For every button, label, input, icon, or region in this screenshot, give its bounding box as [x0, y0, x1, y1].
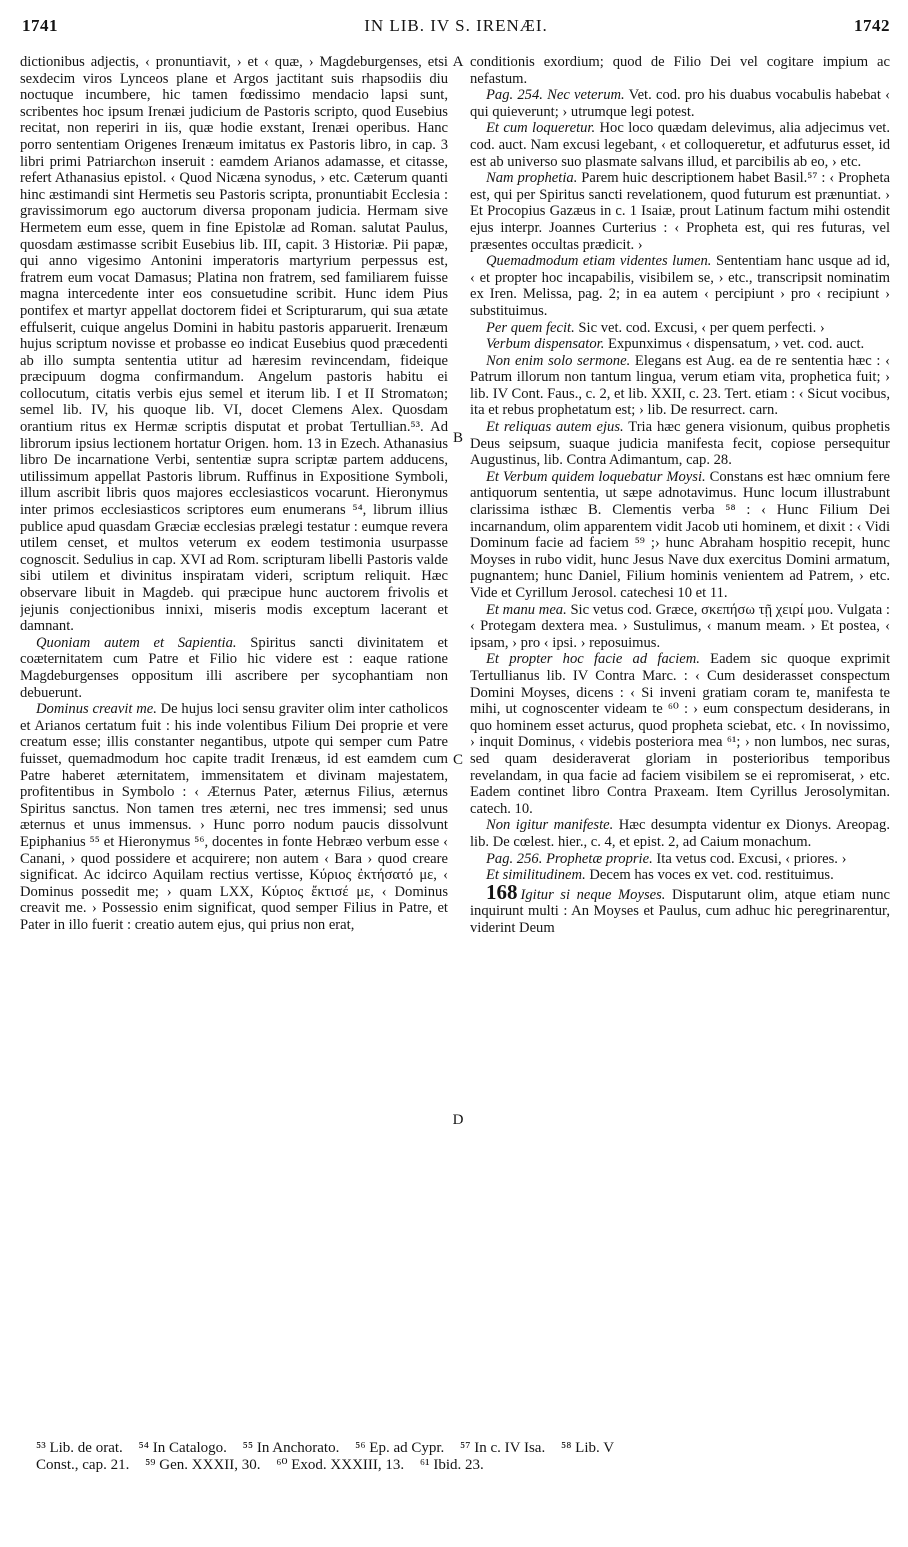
paragraph — [470, 336, 890, 353]
right-column — [470, 54, 890, 1434]
margin-letter-c: C — [452, 752, 463, 768]
paragraph — [470, 817, 890, 850]
lemma: Igitur si neque Moyses. — [520, 886, 666, 903]
lemma: Et reliquas autem ejus. — [486, 419, 624, 436]
footnote: ⁶⁰ Exod. XXXIII, 13. — [276, 1457, 405, 1473]
footnote: ⁵⁶ Ep. ad Cypr. — [355, 1440, 445, 1456]
paragraph-text: conditionis exordium; quod de Filio Dei vel cogitare impium ac nefastum. — [470, 54, 890, 87]
footnote: ⁶¹ Ibid. 23. — [419, 1457, 484, 1473]
paragraph — [470, 469, 890, 602]
paragraph-text: Eadem sic quoque exprimit Tertullianus lib. IV Contra Marc. : ‹ Cum desiderasset conspectum Domini Moyses, dicens : ‹ Si inveni gratiam coram te, manifesta te mihi, ut cognoscenter videam te ⁶⁰ : › eum conspectum desiderans, in quo hominem esset acturus, quod propheta sciebat, etc. ‹ In novissimo, › inquit Dominus, ‹ videbis posteriora mea ⁶¹; › non lumbos, nec suras, sed quam desideraverat gloriam in posterioribus temporibus revelandam, in qua facie ad faciem visibilem se ei repromiserat, › etc. Eadem continet libro Contra Praxeam. Item Cyrillus Jerosolymitan. catech. 10. — [470, 651, 890, 817]
paragraph-text: Ita vetus cod. Excusi, ‹ priores. › — [652, 850, 847, 867]
paragraph — [470, 879, 890, 937]
paragraph-text: De hujus loci sensu graviter olim inter catholicos et Arianos certatum fuit : his inde volentibus Filium Dei proprie et vere creatum esse; illis constanter negantibus, utpote qui semper cum Patre fuisset, quemadmodum hoc capite tradit Irenæus, id est eamdem cum Patre haberet æternitatem, immensitatem et divinam majestatem, profitentibus in Symbolo : ‹ Æternus Pater, æternus Filius, æternus Spiritus sanctus. Non tamen tres æterni, nec tres immensi; sed unus æternus et unus immensus. › Hunc porro nodum paucis dissolvunt Epiphanius ⁵⁵ et Hieronymus ⁵⁶, docentes in fonte Hebræo verbum esse ‹ Canani, › quod possidere et acquirere; non autem ‹ Bara › quod creare significat. Ac idcirco Aquilam rectius vertisse, Κύριος ἐκτήσατό με, ‹ Dominus possedit me; › quam LXX, Κύριος ἔκτισέ με, ‹ Dominus creavit me. › Possessio enim significat, quod semper Filius in Patre, et Pater in illo fuerit : creatio autem ejus, qui prius non erat, — [20, 701, 448, 933]
lemma: Verbum dispensator. — [486, 336, 605, 353]
paragraph-text: Spiritus sancti divinitatem et coæternitatem cum Patre et Filio hic videre est : eaque ratione Magdeburgenses oppositum illi ascribere per sycophantiam non debuerunt. — [20, 634, 448, 701]
paragraph — [20, 701, 448, 933]
footnote: ⁵⁷ In c. IV Isa. — [460, 1440, 546, 1456]
right-page-number: 1742 — [854, 16, 890, 35]
paragraph-text: Sic vetus cod. Græce, σκεπήσω τῇ χειρί μου. Vulgata : ‹ Protegam dextera mea. › Sustulimus, ‹ manum meam. › Et postea, ‹ ipsam, › pro ‹ ipsi. › reposuimus. — [470, 601, 890, 651]
paragraph-text: Expunximus ‹ dispensatum, › vet. cod. auct. — [604, 336, 865, 353]
lemma: Et similitudinem. — [486, 867, 586, 884]
paragraph — [470, 419, 890, 469]
lemma: Quoniam autem et Sapientia. — [36, 634, 237, 651]
paragraph — [470, 651, 890, 817]
lemma: Per quem fecit. — [486, 319, 575, 336]
paragraph — [470, 602, 890, 652]
lemma: Et cum loqueretur. — [486, 120, 596, 137]
paragraph — [470, 54, 890, 87]
paragraph-text: Sic vet. cod. Excusi, ‹ per quem perfecti. › — [574, 319, 825, 336]
footnote: ⁵⁵ In Anchorato. — [242, 1440, 340, 1456]
paragraph — [20, 54, 448, 635]
paragraph-text: Vet. cod. pro his duabus vocabulis habebat ‹ qui quieverunt; › utrumque legi potest. — [470, 87, 890, 120]
paragraph-text: Parem huic descriptionem habet Basil.⁵⁷ : ‹ Propheta est, qui per Spiritus sancti revelationem, quod futurum est prænuntiat. › Et Procopius Gazæus in c. 1 Isaiæ, prout Latinum factum mihi ostendit ejus interpr. Joannes Curterius : ‹ Propheta est, qui res futuras, vel præsentes occultas prædicit. › — [470, 170, 890, 253]
page-header — [22, 16, 890, 40]
paragraph-text: Disputarunt olim, atque etiam nunc inquirunt multi : An Moyses et Paulus, cum adhuc hic peregrinarentur, viderint Deum — [470, 886, 890, 936]
lemma: Non enim solo sermone. — [486, 352, 631, 369]
paragraph — [470, 353, 890, 419]
paragraph-text: Tria hæc genera visionum, quibus prophetis Deus seipsum, suaque judicia manifesta fecit, copiose persequitur Augustinus, lib. Contra Adimantum, cap. 28. — [470, 419, 890, 469]
paragraph-text: Elegans est Aug. ea de re sententia hæc : ‹ Patrum illorum non tantum lingua, verum etiam vita, prophetica fuit; › lib. IV Cont. Faus., c. 2, et lib. XXII, c. 23. Tert. etiam : ‹ Sicut vocibus, ita et rebus prophetatum est; › lib. De resurrect. carn. — [470, 352, 890, 419]
paragraph — [470, 867, 890, 884]
lemma: Et propter hoc facie ad faciem. — [486, 651, 700, 668]
paragraph — [470, 87, 890, 120]
lemma: Nam prophetia. — [486, 170, 578, 187]
paragraph — [470, 320, 890, 337]
footnote: ⁵⁴ In Catalogo. — [138, 1440, 227, 1456]
footnote-row — [36, 1457, 890, 1474]
paragraph — [470, 253, 890, 319]
footnote: ⁵⁹ Gen. XXXII, 30. — [145, 1457, 261, 1473]
paragraph — [20, 635, 448, 701]
paragraph — [470, 170, 890, 253]
running-title: IN LIB. IV S. IRENÆI. — [364, 16, 548, 35]
paragraph-text: Constans est hæc omnium fere antiquorum sententia, ut sæpe adnotavimus. Hunc locum illustrabunt clarissima isthæc B. Clementis verba ⁵⁸ : ‹ Hunc Filium Dei incarnandum, olim apparentem vidit Jacob uti hominem, et dixit : ‹ Vidi Dominum facie ad faciem ⁵⁹ ;› hunc Abraham hospitio recepit, hunc Moyses in rubo vidit, hunc Jesus Nave dux exercitus Domini armatum, pugnantem; hunc Daniel, Filium hominis venientem ad Patrem, › etc. Vide et Cyrillum Jerosol. catechesi 10 et 11. — [470, 468, 890, 601]
footnotes — [36, 1440, 890, 1474]
paragraph — [470, 120, 890, 170]
lemma: Quemadmodum etiam videntes lumen. — [486, 253, 712, 270]
footnote-row — [36, 1440, 890, 1457]
lemma: Pag. 256. Prophetæ proprie. — [486, 850, 653, 867]
lemma: Pag. 254. Nec veterum. — [486, 87, 625, 104]
footnote: ⁵⁸ Lib. V — [560, 1440, 615, 1456]
margin-letter-d: D — [452, 1112, 464, 1128]
margin-letter-a: A — [452, 54, 464, 70]
footnote: Const., cap. 21. — [36, 1457, 130, 1473]
paragraph-text: Hoc loco quædam delevimus, alia adjecimus vet. cod. auct. Nam excusi legebant, ‹ et colloqueretur, et adfuturus esset, id est ab universo suo plasmate salvans illud, et parcibilis ab eo, › etc. — [470, 120, 890, 170]
lemma: Non igitur manifeste. — [486, 817, 614, 834]
paragraph-text: Sententiam hanc usque ad id, ‹ et propter hoc incapabilis, visibilem se, › etc., transcripsit nominatim ex Iren. Melissa, pag. 2; in ea autem ‹ percipiunt › pro ‹ recipiunt › substituimus. — [470, 253, 890, 319]
lemma: Et manu mea. — [486, 601, 567, 618]
footnote: ⁵³ Lib. de orat. — [36, 1440, 123, 1456]
margin-letter-b: B — [452, 430, 463, 446]
paragraph-text: dictionibus adjectis, ‹ pronuntiavit, › et ‹ quæ, › Magdeburgenses, etsi sexdecim viros Lynceos plane et Argos jactitant suis rhapsodiis diu noctuque incumbere, hic tamen fœdissimo mendacio lapsi sunt, scribentes hoc ipsum Irenæi judicium de Pastoris scripto, quod Eusebius recitat, non reperiri in iis, quæ hodie exstant, Irenæi operibus. Hanc porro sententiam Origenes Irenæum imitatus ex Pastoris libro, in cap. 3 libri primi Patriarchωn inseruit : eamdem Arianos adamasse, et citasse, refert Athanasius epistol. ‹ Quod Nicæna synodus, › etc. Cæterum quanti hinc æstimandi sint Hermetis seu Pastoris scripta, pronuntiabit Ecclesia : gravissimorum ego auctorum diversa proponam judicia. Hermam sive Hermetem eum esse, quem in fine Epistolæ ad Roman. salutat Paulus, quosdam æstimasse scribit Eusebius lib. III, capit. 3 Historiæ. Pii papæ, qui anno vigesimo Antonini imperatoris martyrium perpessus est, fratrem eum vocat Damasus; Platina non fratrem, sed familiarem fuisse magna intercedente inter eos consuetudine scribit. Hunc idem Pius pontifex et martyr appellat doctorem fidei et Scripturarum, qui sua ætate effulserit, cuique angelus Domini in habitu pastoris apparuerit. Irenæum hujus scriptum novisse et probasse eo indicat Eusebius quod præcedenti ab illo sumpta sententia utitur ad hæresim revincendam, fideique præcipuum dogma confirmandum. Angelum pastoris habitu ei collocutum, citatis verbis ejus semel et iterum lib. I et II Stromatωn; semel lib. IV, his quoque lib. VI, docet Clemens Alex. Quosdam orantium ritus ex Hermæ scriptis disputat et probat Tertullian.⁵³. Ad librorum ipsius lectionem hortatur Origen. hom. 13 in Ezech. Athanasius libro De incarnatione Verbi, sententiæ supra scriptæ partem adducens, utilissimum appellat Pastoris librum. Ruffinus in Expositione Symboli, illum ascribit libris quos majores ecclesiasticos vocarunt. Hieronymus inter primos ecclesiasticos scriptores eum enumerans ⁵⁴, librum illius publice apud quasdam Græciæ ecclesias prælegi testatur : eumque revera utilem censet, et multos veterum ex eodem testimonia usurpasse cognoscit. Sedulius in cap. XVI ad Rom. scripturam libelli Pastoris valde sibi utilem et divinitus inspiratam videri, scriptum reliquit. Hæc observare libuit in Magdeb. qui præcipue hunc auctorem frivolis et jejunis conjectionibus innixi, miseris modis exceptum lacerant et damnant. — [20, 54, 448, 635]
lemma: Et Verbum quidem loquebatur Moysi. — [486, 468, 706, 485]
paragraph-text: Hæc desumpta videntur ex Dionys. Areopag. lib. De cœlest. hier., c. 4, et epist. 2, ad Caium monachum. — [470, 817, 890, 850]
left-page-number: 1741 — [22, 16, 58, 35]
lemma: Dominus creavit me. — [36, 701, 157, 718]
section-number: 168 — [486, 879, 518, 904]
paragraph — [470, 851, 890, 868]
left-column — [20, 54, 448, 1434]
paragraph-text: Decem has voces ex vet. cod. restituimus. — [585, 867, 834, 884]
